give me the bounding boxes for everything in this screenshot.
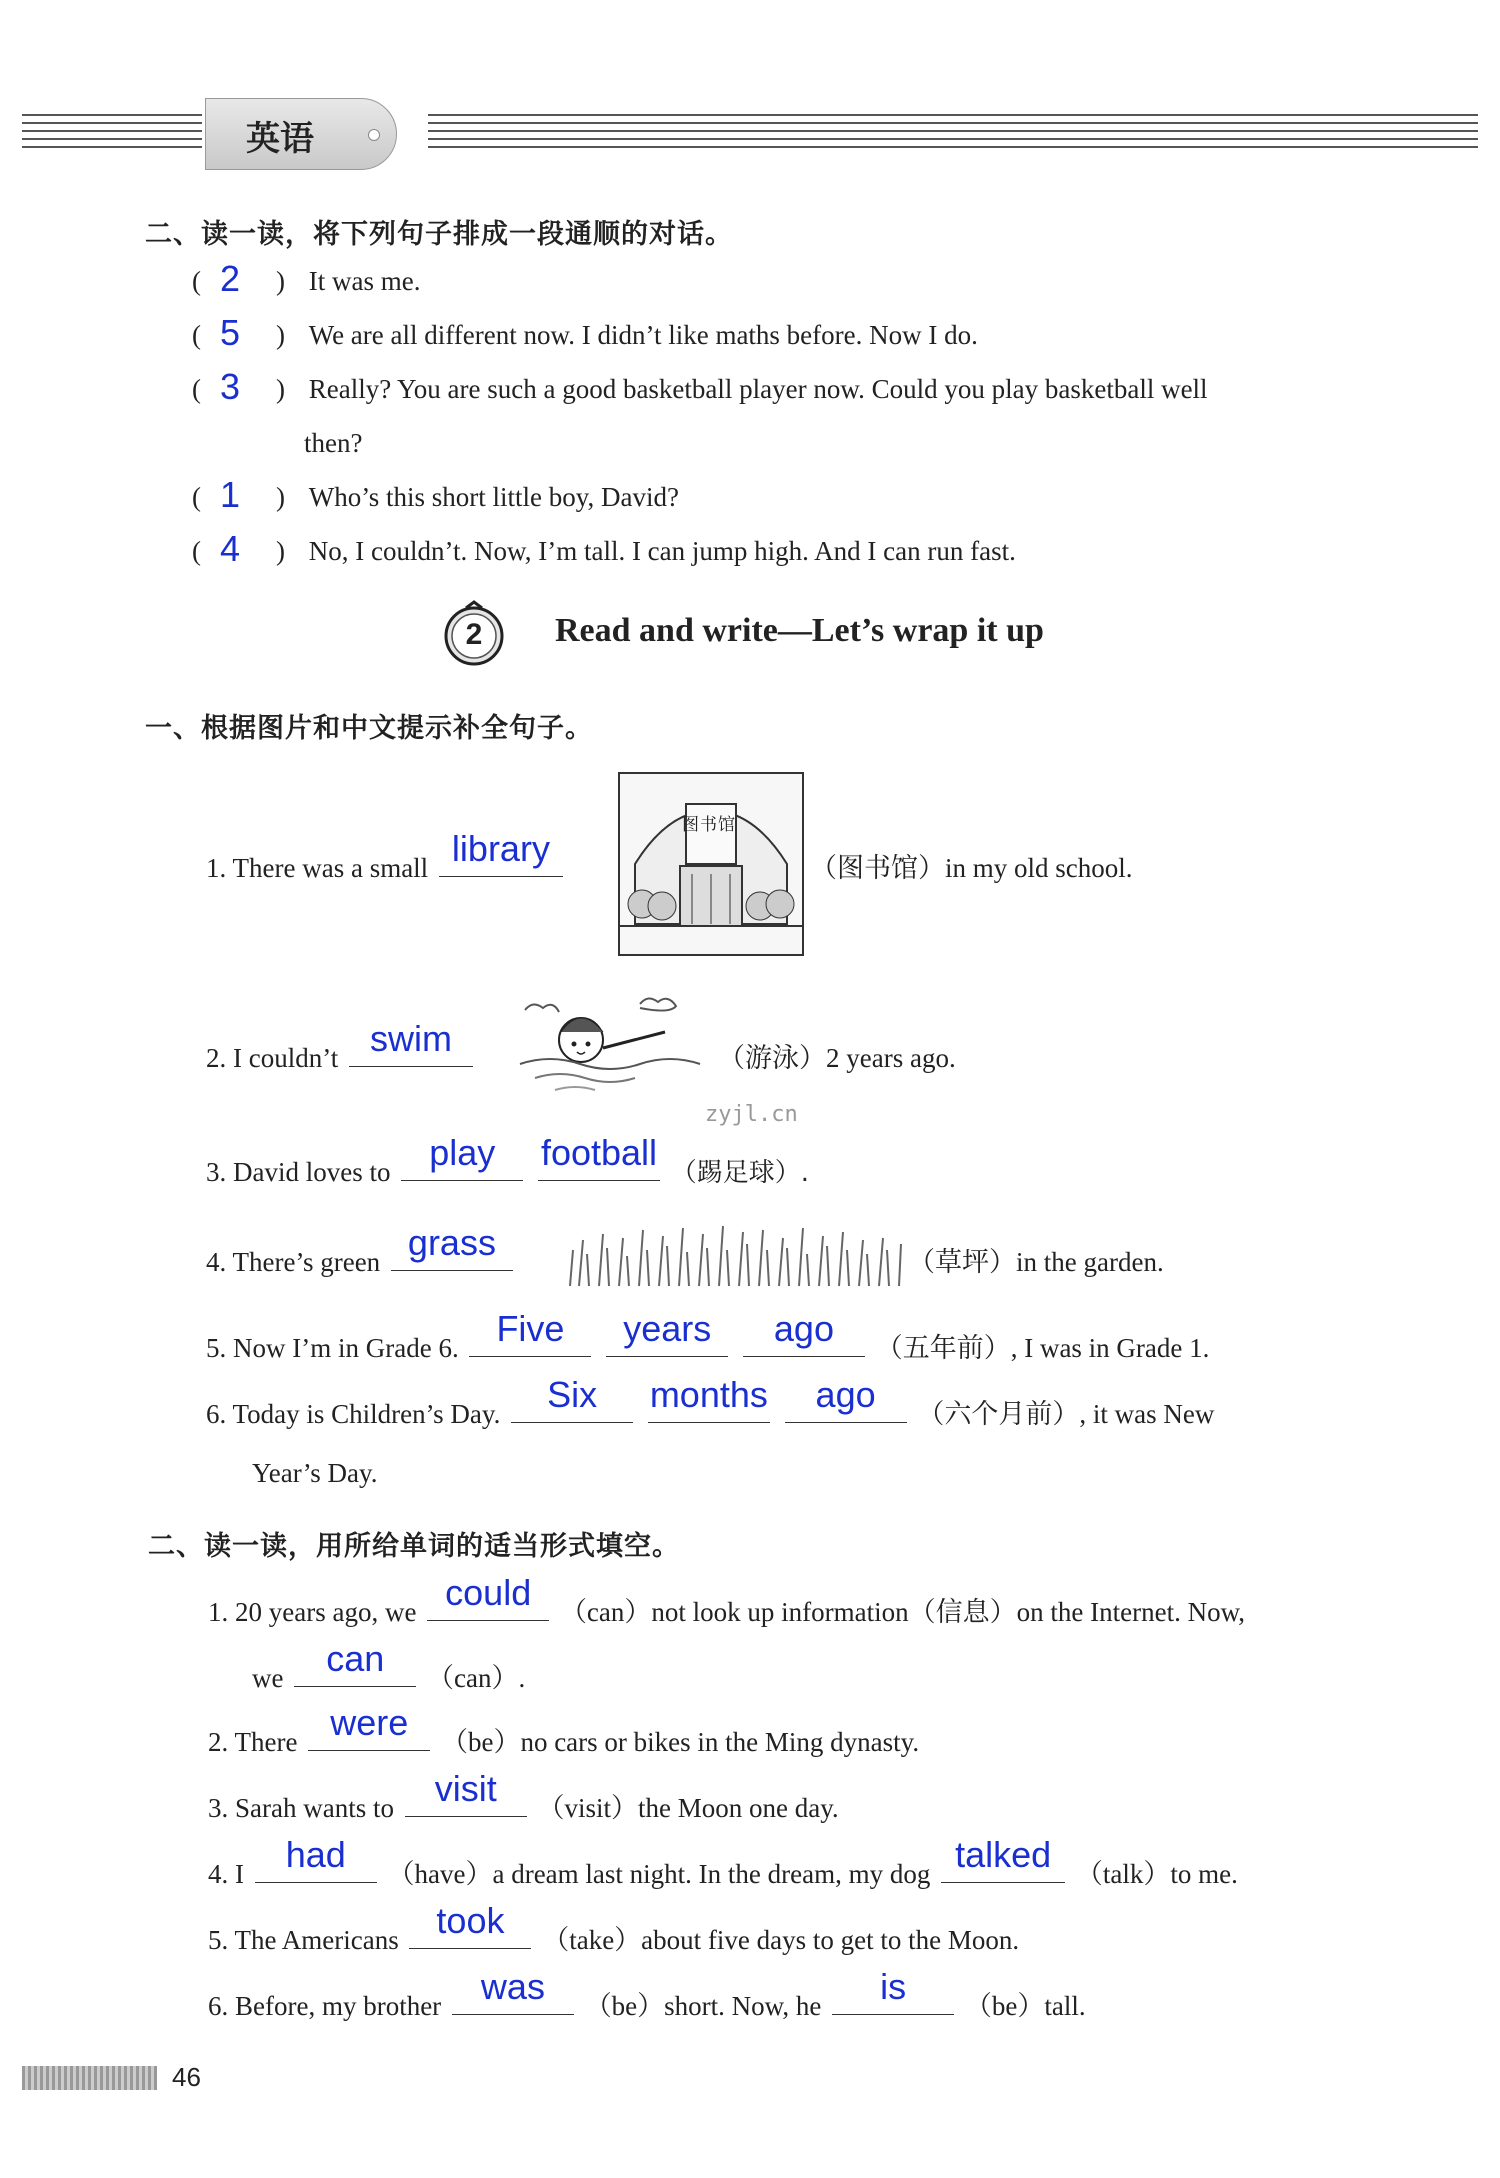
answer-blank[interactable]	[439, 828, 563, 877]
answer-blank[interactable]	[308, 1702, 430, 1751]
answer-text: Five	[496, 1308, 565, 1349]
answer-text: months	[649, 1374, 768, 1415]
lesson-number: 2	[465, 618, 483, 651]
answer-blank[interactable]	[785, 1374, 907, 1423]
ordering-text: Who’s this short little boy, David?	[308, 482, 679, 512]
answer-blank[interactable]	[401, 1132, 523, 1181]
answer-text: years	[623, 1308, 712, 1349]
ordering-item: ( 3 ) Really? You are such a good basketball player now. Could you play basketball well	[192, 366, 1208, 407]
word-form-sentence-4: 4. I had （have）a dream last night. In the dream, my dog talked （talk）to me.	[208, 1834, 1238, 1889]
answer-text: football	[540, 1132, 658, 1173]
swimming-picture	[515, 992, 715, 1100]
ordering-text: Really? You are such a good basketball player now. Could you play basketball well	[308, 374, 1208, 404]
answer-blank[interactable]	[294, 1638, 416, 1687]
ordering-text-continued: then?	[304, 428, 363, 458]
answer-blank[interactable]	[538, 1132, 660, 1181]
answer-blank[interactable]	[511, 1374, 633, 1423]
answer-blank[interactable]	[409, 1900, 531, 1949]
fill-sentence-2-tail: （游泳）2 years ago.	[718, 1043, 956, 1073]
fill-sentence-4: 4. There’s green grass	[206, 1240, 517, 1278]
footer-bar	[22, 2066, 157, 2090]
section-title-fill-pictures: 一、根据图片和中文提示补全句子。	[145, 713, 593, 744]
word-form-sentence-1: 1. 20 years ago, we could （can）not look up information（信息）on the Internet. Now,	[208, 1572, 1246, 1627]
answer-blank[interactable]	[941, 1834, 1065, 1883]
header-stripes-right	[428, 108, 1478, 158]
answer-number: 4	[220, 528, 241, 569]
answer-blank[interactable]	[391, 1222, 513, 1271]
fill-sentence-1-tail: （图书馆）in my old school.	[810, 853, 1133, 883]
answer-number: 5	[220, 312, 241, 353]
answer-number: 3	[220, 366, 241, 407]
word-form-sentence-1-continued: we can （can）.	[252, 1638, 526, 1693]
section-title-word-forms: 二、读一读，用所给单词的适当形式填空。	[148, 1531, 680, 1562]
ordering-text: No, I couldn’t. Now, I’m tall. I can jump high. And I can run fast.	[308, 536, 1016, 566]
section-title-ordering: 二、读一读，将下列句子排成一段通顺的对话。	[145, 219, 733, 250]
fill-sentence-3: 3. David loves to play football （踢足球）.	[206, 1132, 809, 1188]
ordering-item: ( 5 ) We are all different now. I didn’t like maths before. Now I do.	[192, 312, 978, 353]
grass-icon	[565, 1220, 905, 1288]
answer-blank[interactable]	[743, 1308, 865, 1357]
fill-sentence-4-tail: （草坪）in the garden.	[908, 1247, 1164, 1277]
fill-sentence-6: 6. Today is Children’s Day. Six months ago （六个月前）, it was New	[206, 1374, 1215, 1429]
fill-sentence-1: 1. There was a small library	[206, 846, 567, 884]
answer-blank[interactable]	[427, 1572, 549, 1621]
answer-text: grass	[407, 1222, 496, 1263]
page-number: 46	[172, 2062, 201, 2092]
answer-text: ago	[773, 1308, 834, 1349]
grass-picture	[565, 1220, 905, 1288]
library-building-icon	[620, 774, 802, 954]
answer-blank[interactable]	[648, 1374, 770, 1423]
watermark: zyjl.cn	[705, 1102, 798, 1127]
word-form-sentence-6: 6. Before, my brother was （be）short. Now, he is （be）tall.	[208, 1966, 1086, 2021]
answer-text: can	[326, 1638, 385, 1679]
answer-text: ago	[815, 1374, 876, 1415]
answer-text: was	[480, 1966, 545, 2007]
subject-title: 英语	[246, 119, 314, 159]
answer-text: took	[436, 1900, 505, 1941]
fill-sentence-5: 5. Now I’m in Grade 6. Five years ago （五年前）, I was in Grade 1.	[206, 1308, 1210, 1363]
fill-sentence-2: 2. I couldn’t swim	[206, 1036, 477, 1074]
word-form-sentence-3: 3. Sarah wants to visit （visit）the Moon one day.	[208, 1768, 839, 1823]
word-form-sentence-2: 2. There were （be）no cars or bikes in the Ming dynasty.	[208, 1702, 920, 1757]
dot-icon	[368, 129, 380, 141]
ordering-item: ( 4 ) No, I couldn’t. Now, I’m tall. I can jump high. And I can run fast.	[192, 528, 1016, 569]
answer-text: is	[880, 1966, 907, 2007]
answer-text: library	[451, 828, 550, 869]
answer-text: Six	[547, 1374, 598, 1415]
answer-blank[interactable]	[405, 1768, 527, 1817]
ordering-item: ( 2 ) It was me.	[192, 258, 421, 299]
answer-text: could	[445, 1572, 532, 1613]
header-stripes-left	[22, 108, 202, 158]
lesson-badge	[440, 600, 508, 668]
answer-number: 2	[220, 258, 241, 299]
lesson-title: Read and write—Let’s wrap it up	[555, 612, 1044, 649]
word-form-sentence-5: 5. The Americans took （take）about five days to get to the Moon.	[208, 1900, 1020, 1955]
answer-number: 1	[220, 474, 241, 515]
swimmer-icon	[515, 992, 715, 1100]
answer-text: play	[429, 1132, 496, 1173]
ordering-text: We are all different now. I didn’t like maths before. Now I do.	[308, 320, 978, 350]
fill-sentence-6-continued: Year’s Day.	[252, 1458, 378, 1488]
answer-blank[interactable]	[255, 1834, 377, 1883]
library-picture	[618, 772, 804, 956]
answer-blank[interactable]	[606, 1308, 728, 1357]
library-sign: 图书馆	[682, 815, 736, 835]
answer-text: were	[330, 1702, 409, 1743]
answer-text: talked	[955, 1834, 1052, 1875]
ordering-text: It was me.	[308, 266, 421, 296]
answer-text: swim	[369, 1018, 452, 1059]
answer-blank[interactable]	[349, 1018, 473, 1067]
answer-text: visit	[434, 1768, 497, 1809]
answer-blank[interactable]	[452, 1966, 574, 2015]
answer-blank[interactable]	[469, 1308, 591, 1357]
answer-text: had	[285, 1834, 346, 1875]
ordering-item: ( 1 ) Who’s this short little boy, David?	[192, 474, 679, 515]
answer-blank[interactable]	[832, 1966, 954, 2015]
subject-tab	[205, 98, 397, 170]
